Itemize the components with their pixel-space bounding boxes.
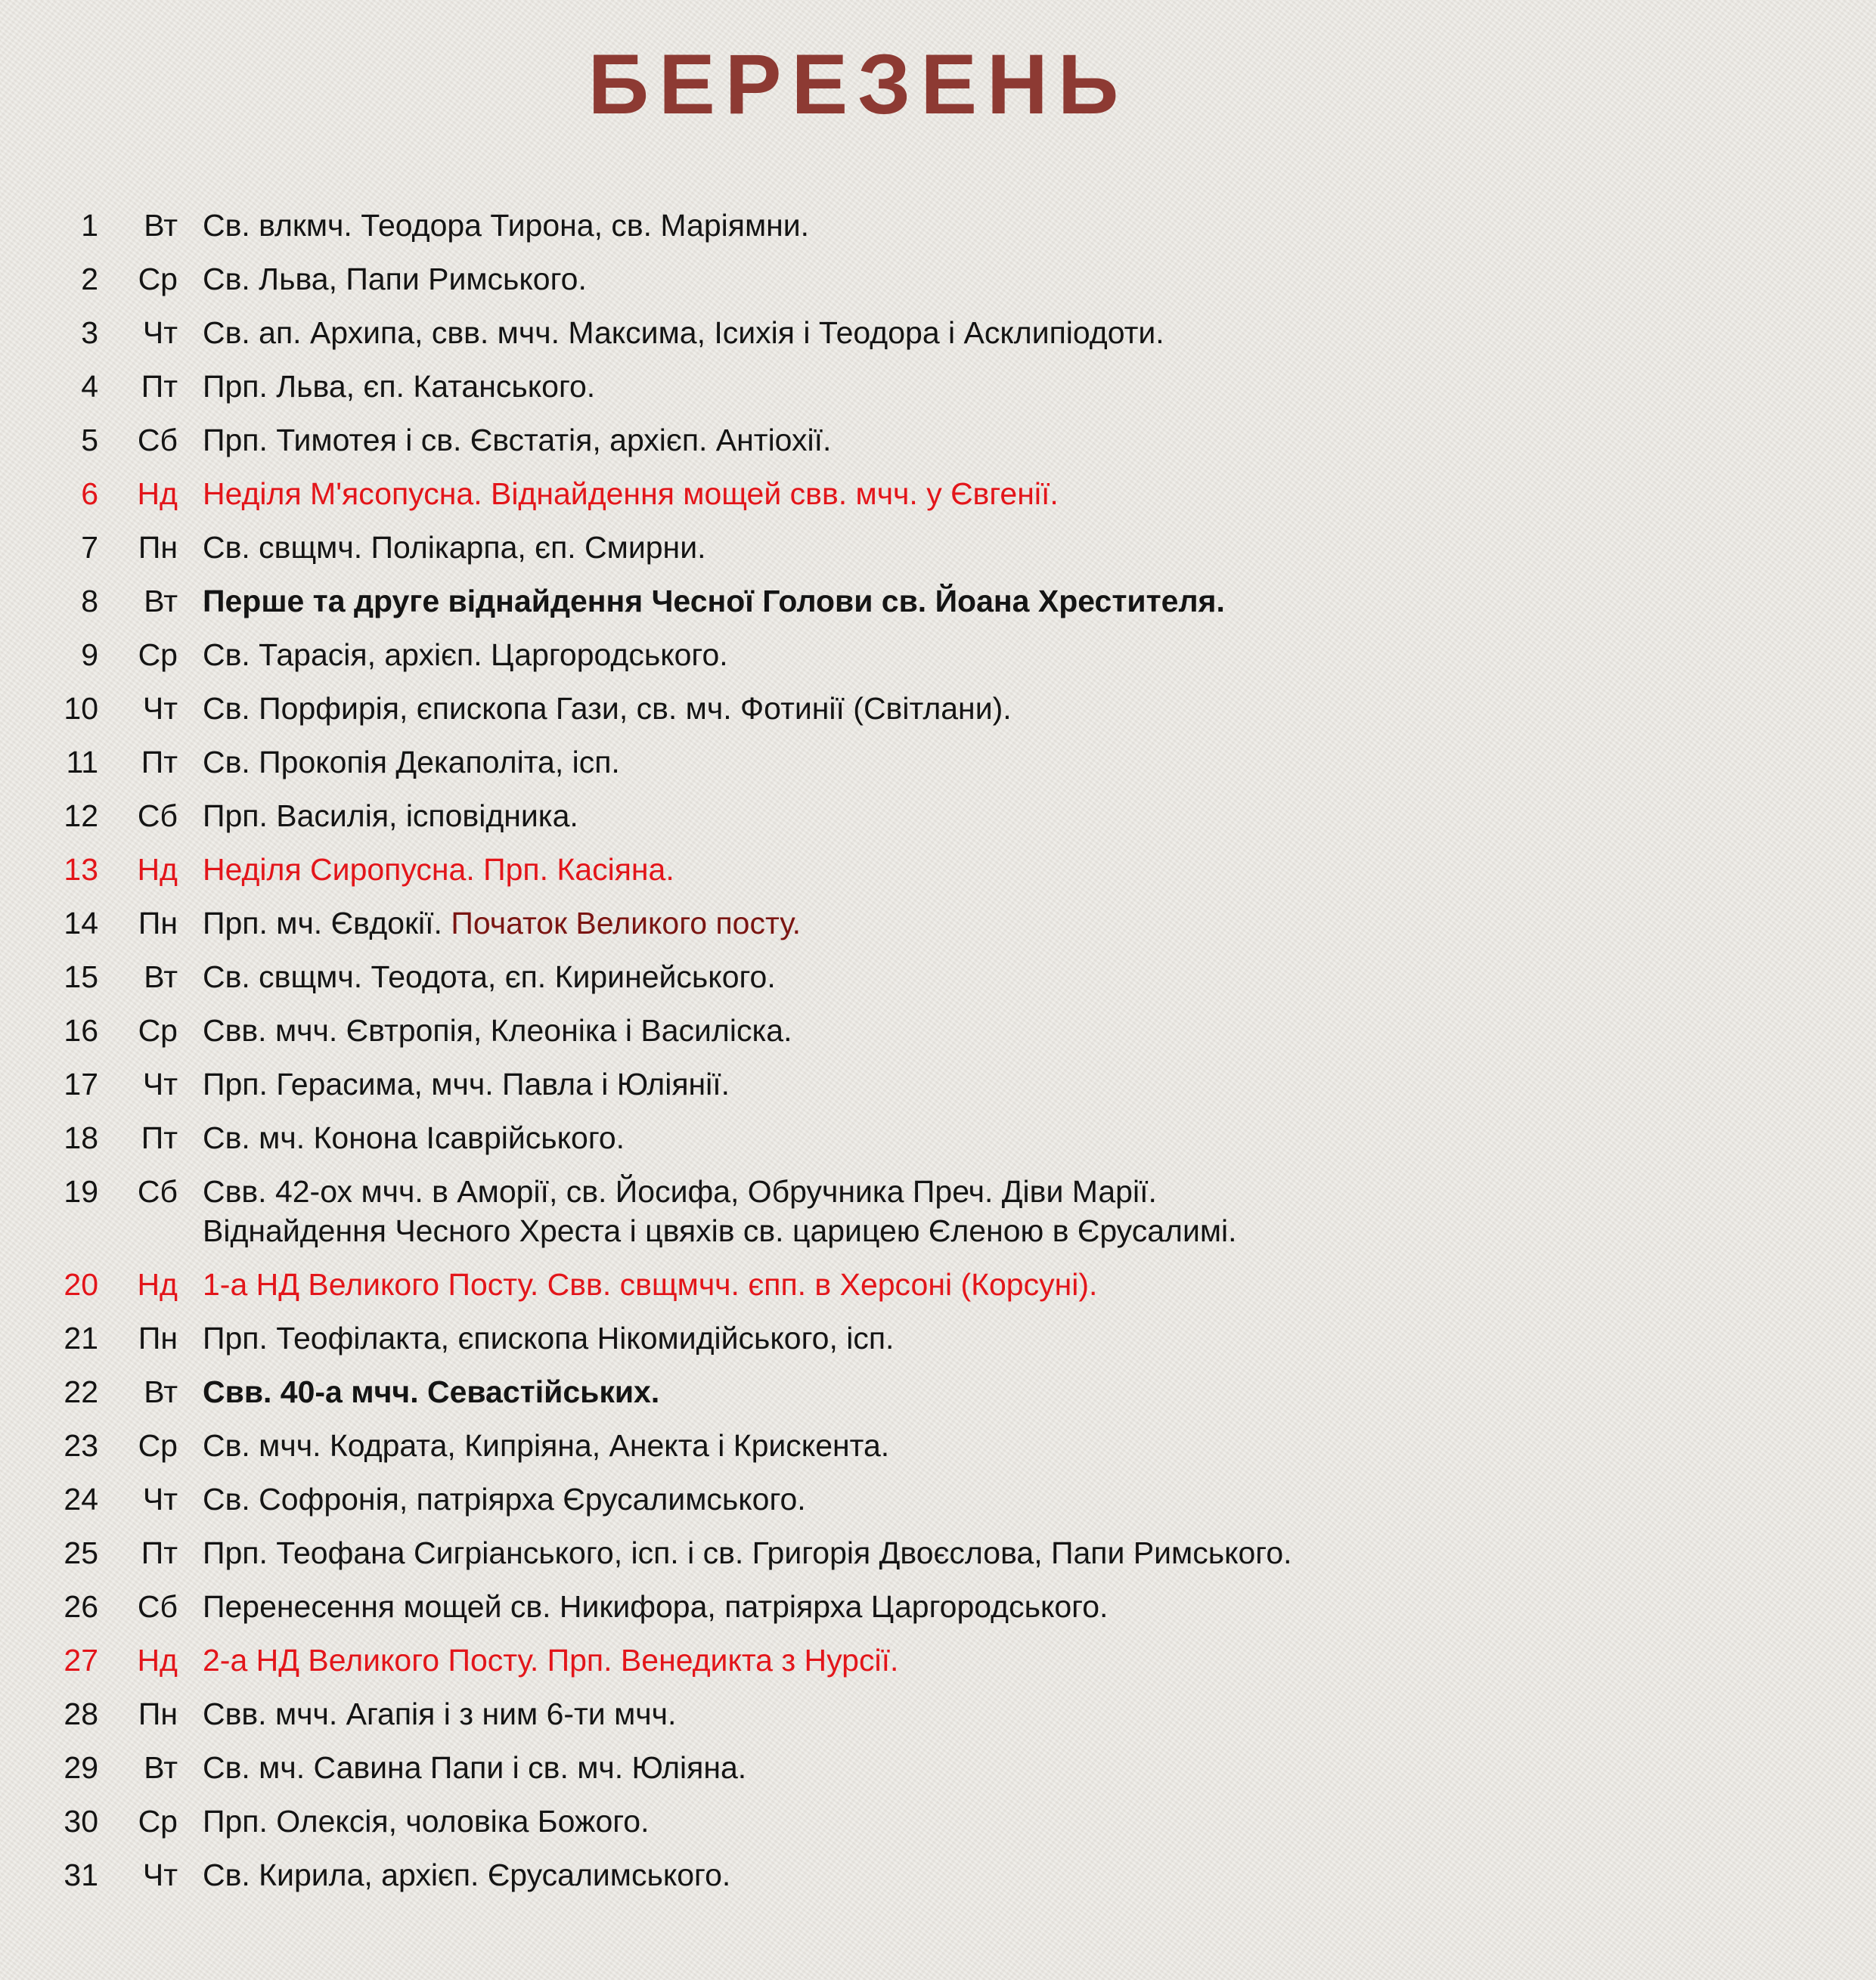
day-number: 11 bbox=[66, 745, 98, 779]
feast-text: 2-а НД Великого Посту. Прп. Венедикта з Нурсії. bbox=[203, 1643, 899, 1678]
feast-text: Неділя М'ясопусна. Віднайдення мощей свв. мчч. у Євгенії. bbox=[203, 476, 1059, 511]
day-of-week: Вт bbox=[144, 1374, 178, 1409]
day-of-week: Пн bbox=[138, 530, 178, 565]
day-of-week: Ср bbox=[138, 1804, 178, 1839]
calendar-row bbox=[0, 1011, 1876, 1050]
feast-text: Прп. Льва, єп. Катанського. bbox=[203, 369, 596, 404]
feast-text: Св. ап. Архипа, свв. мчч. Максима, Ісихія і Теодора і Асклипіодоти. bbox=[203, 315, 1164, 350]
calendar-row bbox=[0, 742, 1876, 782]
calendar-row bbox=[0, 474, 1876, 513]
feast-description bbox=[203, 1748, 1851, 1787]
calendar-row bbox=[0, 689, 1876, 728]
calendar-row bbox=[0, 420, 1876, 460]
feast-description bbox=[203, 1694, 1851, 1734]
feast-text: Прп. мч. Євдокії. bbox=[203, 906, 442, 940]
calendar-row bbox=[0, 957, 1876, 996]
feast-text: Св. свщмч. Теодота, єп. Киринейського. bbox=[203, 959, 776, 994]
feast-description bbox=[203, 581, 1851, 621]
day-number: 9 bbox=[81, 637, 98, 672]
calendar-row bbox=[0, 1118, 1876, 1157]
page-title: БЕРЕЗЕНЬ bbox=[588, 37, 1129, 132]
feast-text: Прп. Василія, ісповідника. bbox=[203, 798, 578, 833]
day-of-week: Пт bbox=[141, 369, 178, 404]
feast-text: Прп. Теофана Сигріанського, ісп. і св. Григорія Двоєслова, Папи Римського. bbox=[203, 1535, 1292, 1570]
feast-description bbox=[203, 957, 1851, 996]
feast-description bbox=[203, 742, 1851, 782]
calendar-row bbox=[0, 1480, 1876, 1519]
day-of-week: Ср bbox=[138, 1013, 178, 1048]
day-number: 1 bbox=[81, 208, 98, 243]
calendar-row bbox=[0, 1172, 1876, 1250]
feast-description bbox=[203, 1011, 1851, 1050]
calendar-row bbox=[0, 1694, 1876, 1734]
feast-text: Св. Порфирія, єпископа Гази, св. мч. Фотинії (Світлани). bbox=[203, 691, 1012, 726]
feast-description bbox=[203, 1318, 1851, 1358]
feast-description bbox=[203, 689, 1851, 728]
day-number: 13 bbox=[64, 852, 98, 887]
calendar-list bbox=[0, 206, 1876, 1909]
feast-text: Прп. Тимотея і св. Євстатія, архієп. Антіохії. bbox=[203, 423, 832, 457]
calendar-row bbox=[0, 635, 1876, 674]
feast-text: Св. Тарасія, архієп. Царгородського. bbox=[203, 637, 728, 672]
feast-description bbox=[203, 367, 1851, 406]
feast-text: 1-а НД Великого Посту. Свв. свщмчч. єпп. в Херсоні (Корсуні). bbox=[203, 1267, 1098, 1302]
calendar-row bbox=[0, 581, 1876, 621]
day-number: 22 bbox=[64, 1374, 98, 1409]
feast-text: Свв. мчч. Агапія і з ним 6-ти мчч. bbox=[203, 1696, 677, 1731]
feast-text: Неділя Сиропусна. Прп. Касіяна. bbox=[203, 852, 674, 887]
feast-text: Св. Софронія, патріярха Єрусалимського. bbox=[203, 1482, 806, 1517]
day-of-week: Вт bbox=[144, 959, 178, 994]
feast-text: Св. мч. Савина Папи і св. мч. Юліяна. bbox=[203, 1750, 747, 1785]
feast-description bbox=[203, 528, 1851, 567]
day-of-week: Ср bbox=[138, 637, 178, 672]
feast-description bbox=[203, 1802, 1851, 1841]
feast-description bbox=[203, 206, 1851, 245]
feast-description bbox=[203, 850, 1851, 889]
day-number: 15 bbox=[64, 959, 98, 994]
feast-text: Свв. 42-ох мчч. в Аморії, св. Йосифа, Обручника Преч. Діви Марії. Віднайдення Чесного Хреста і цвяхів св. царицею Єленою в Єрусалимі. bbox=[203, 1174, 1237, 1248]
calendar-row bbox=[0, 1641, 1876, 1680]
day-number: 25 bbox=[64, 1535, 98, 1570]
feast-description bbox=[203, 635, 1851, 674]
feast-text: Свв. мчч. Євтропія, Клеоніка і Василіска. bbox=[203, 1013, 792, 1048]
day-of-week: Нд bbox=[137, 852, 178, 887]
day-number: 3 bbox=[81, 315, 98, 350]
feast-description bbox=[203, 1641, 1851, 1680]
day-number: 12 bbox=[64, 798, 98, 833]
day-number: 26 bbox=[64, 1589, 98, 1624]
calendar-row bbox=[0, 796, 1876, 835]
feast-description bbox=[203, 259, 1851, 299]
day-number: 4 bbox=[81, 369, 98, 404]
calendar-row bbox=[0, 259, 1876, 299]
calendar-row bbox=[0, 1855, 1876, 1895]
calendar-row bbox=[0, 1802, 1876, 1841]
day-number: 18 bbox=[64, 1120, 98, 1155]
day-of-week: Нд bbox=[137, 476, 178, 511]
feast-text: Св. свщмч. Полікарпа, єп. Смирни. bbox=[203, 530, 706, 565]
day-number: 17 bbox=[64, 1067, 98, 1102]
feast-text: Св. Кирила, архієп. Єрусалимського. bbox=[203, 1858, 731, 1892]
day-number: 6 bbox=[81, 476, 98, 511]
calendar-row bbox=[0, 1533, 1876, 1573]
day-of-week: Вт bbox=[144, 584, 178, 618]
day-of-week: Чт bbox=[142, 1067, 178, 1102]
feast-description bbox=[203, 1064, 1851, 1104]
day-of-week: Ср bbox=[138, 262, 178, 296]
day-of-week: Чт bbox=[142, 691, 178, 726]
feast-description bbox=[203, 1118, 1851, 1157]
feast-description bbox=[203, 420, 1851, 460]
calendar-row bbox=[0, 1265, 1876, 1304]
feast-text: Свв. 40-а мчч. Севастійських. bbox=[203, 1374, 660, 1409]
feast-description bbox=[203, 796, 1851, 835]
feast-description bbox=[203, 1265, 1851, 1304]
feast-description bbox=[203, 1372, 1851, 1411]
day-of-week: Вт bbox=[144, 1750, 178, 1785]
day-number: 19 bbox=[64, 1174, 98, 1209]
day-of-week: Сб bbox=[137, 1589, 178, 1624]
feast-description bbox=[203, 1426, 1851, 1465]
fast-start-note: Початок Великого посту. bbox=[451, 906, 802, 940]
day-number: 29 bbox=[64, 1750, 98, 1785]
feast-description bbox=[203, 1855, 1851, 1895]
day-number: 21 bbox=[64, 1321, 98, 1356]
calendar-row bbox=[0, 1372, 1876, 1411]
day-of-week: Чт bbox=[142, 315, 178, 350]
feast-description bbox=[203, 313, 1851, 352]
calendar-row bbox=[0, 1587, 1876, 1626]
calendar-row bbox=[0, 206, 1876, 245]
day-of-week: Вт bbox=[144, 208, 178, 243]
day-of-week: Пт bbox=[141, 1535, 178, 1570]
feast-text: Св. мчч. Кодрата, Кипріяна, Анекта і Крискента. bbox=[203, 1428, 890, 1463]
calendar-row bbox=[0, 1318, 1876, 1358]
feast-text: Прп. Теофілакта, єпископа Нікомидійського, ісп. bbox=[203, 1321, 895, 1356]
calendar-row bbox=[0, 903, 1876, 943]
calendar-row bbox=[0, 1426, 1876, 1465]
feast-description bbox=[203, 1533, 1851, 1573]
day-number: 20 bbox=[64, 1267, 98, 1302]
day-number: 27 bbox=[64, 1643, 98, 1678]
day-number: 28 bbox=[64, 1696, 98, 1731]
day-number: 10 bbox=[64, 691, 98, 726]
day-number: 7 bbox=[81, 530, 98, 565]
day-number: 2 bbox=[81, 262, 98, 296]
feast-text: Перше та друге віднайдення Чесної Голови св. Йоана Хрестителя. bbox=[203, 584, 1225, 618]
calendar-row bbox=[0, 1064, 1876, 1104]
day-of-week: Пн bbox=[138, 1321, 178, 1356]
feast-description bbox=[203, 1587, 1851, 1626]
day-number: 30 bbox=[64, 1804, 98, 1839]
day-of-week: Пн bbox=[138, 906, 178, 940]
feast-description bbox=[203, 1480, 1851, 1519]
calendar-row bbox=[0, 850, 1876, 889]
day-of-week: Нд bbox=[137, 1643, 178, 1678]
feast-text: Перенесення мощей св. Никифора, патріярха Царгородського. bbox=[203, 1589, 1109, 1624]
feast-description bbox=[203, 474, 1851, 513]
day-of-week: Пн bbox=[138, 1696, 178, 1731]
day-number: 23 bbox=[64, 1428, 98, 1463]
day-number: 14 bbox=[64, 906, 98, 940]
calendar-row bbox=[0, 367, 1876, 406]
day-number: 24 bbox=[64, 1482, 98, 1517]
day-of-week: Нд bbox=[137, 1267, 178, 1302]
calendar-row bbox=[0, 313, 1876, 352]
day-of-week: Чт bbox=[142, 1482, 178, 1517]
feast-text: Св. Прокопія Декаполіта, ісп. bbox=[203, 745, 620, 779]
feast-text: Прп. Олексія, чоловіка Божого. bbox=[203, 1804, 650, 1839]
day-number: 8 bbox=[81, 584, 98, 618]
day-number: 5 bbox=[81, 423, 98, 457]
day-of-week: Сб bbox=[137, 798, 178, 833]
feast-text: Св. Льва, Папи Римського. bbox=[203, 262, 587, 296]
feast-text: Прп. Герасима, мчч. Павла і Юліянії. bbox=[203, 1067, 730, 1102]
feast-text: Св. мч. Конона Ісаврійського. bbox=[203, 1120, 625, 1155]
day-of-week: Пт bbox=[141, 745, 178, 779]
day-number: 16 bbox=[64, 1013, 98, 1048]
day-of-week: Ср bbox=[138, 1428, 178, 1463]
feast-description bbox=[203, 903, 1851, 943]
day-of-week: Пт bbox=[141, 1120, 178, 1155]
calendar-row bbox=[0, 1748, 1876, 1787]
day-of-week: Сб bbox=[137, 423, 178, 457]
feast-text: Св. влкмч. Теодора Тирона, св. Маріямни. bbox=[203, 208, 810, 243]
day-number: 31 bbox=[64, 1858, 98, 1892]
feast-description bbox=[203, 1172, 1851, 1250]
day-of-week: Сб bbox=[137, 1174, 178, 1209]
calendar-row bbox=[0, 528, 1876, 567]
day-of-week: Чт bbox=[142, 1858, 178, 1892]
